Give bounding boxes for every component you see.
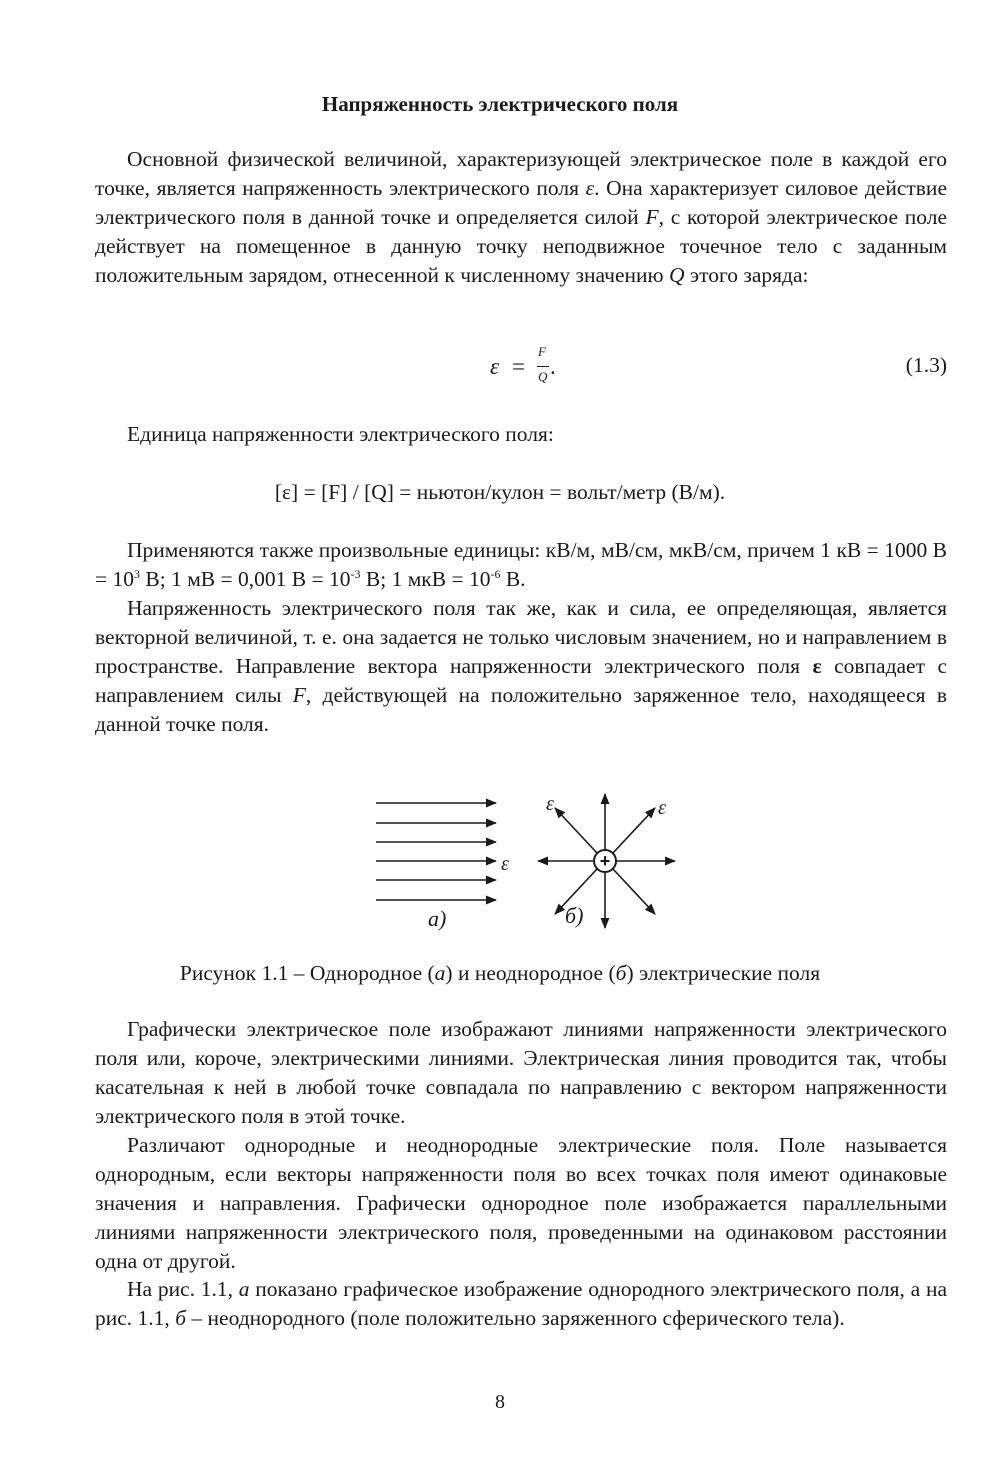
text-run: , с которой электрическое поле действует на помещенное в данную точку неподвижное точечное тело с заданным положительным зарядом, отнесенной к численному значению — [95, 204, 947, 287]
formula-period: . — [550, 354, 556, 379]
paragraph-definition — [95, 145, 947, 290]
charge-sign: + — [599, 851, 611, 871]
text-run: совпадает с направлением силы — [95, 653, 947, 707]
label-epsilon-uniform: ε — [501, 853, 509, 875]
formula-denominator: Q — [538, 369, 548, 384]
paragraph-uniform — [95, 1131, 947, 1276]
text-run: В; 1 мкВ = 10 — [360, 566, 491, 591]
text-run: ) электрические поля — [626, 961, 821, 985]
text-run: Напряженность электрического поля так же, как и сила, ее определяющая, является векторной величиной, т. е. она задается не только числовым значением, но и направлением в пространстве. Направление вектора напряженности электрического поля — [95, 596, 947, 678]
exponent: 3 — [134, 566, 141, 581]
text-run: . Она характеризует силовое действие электрического поля в данной точке и определяется силой — [95, 175, 947, 229]
text-run: показано графическое изображение однородного электрического поля, а на рис. 1.1, — [95, 1277, 947, 1330]
text-run: Применяются также произвольные единицы: кВ/м, мВ/см, мкВ/см, причем 1 кВ = 1000 В = 10 — [95, 538, 947, 591]
text-run: Рисунок 1.1 – Однородное ( — [179, 961, 435, 985]
text-run: этого заряда: — [684, 262, 809, 287]
text-run: Основной физической величиной, характеризующей электрическое поле в каждой его точке, является напряженность электрического поля — [95, 147, 947, 200]
paragraph-figure-ref — [95, 1275, 947, 1333]
field-line — [555, 808, 597, 853]
text-run: ) и неоднородное ( — [445, 961, 616, 985]
symbol-force: F — [292, 682, 306, 707]
symbol-charge: Q — [668, 262, 685, 287]
symbol-epsilon-bold: ε — [812, 653, 822, 678]
text-run: На рис. 1.1, — [127, 1277, 239, 1301]
label-b: б) — [565, 903, 584, 928]
formula-equals: = — [512, 354, 525, 379]
label-epsilon-radial-left: ε — [546, 793, 554, 815]
text-run: Различают однородные и неоднородные электрические поля. Поле называется однородным, если векторы напряженности поля во всех точках поля имеют одинаковые значения и направления. Графически однородное поле изображается параллельными линиями напряженности электрического поля, проведенными на одинаковом расстоянии одна от другой. — [95, 1133, 947, 1273]
page-number: 8 — [495, 1391, 505, 1413]
page-title: Напряженность электрического поля — [321, 92, 679, 116]
label-epsilon-radial-right: ε — [658, 797, 666, 819]
figure-electric-fields — [370, 786, 690, 946]
field-line — [613, 869, 655, 914]
formula-numerator: F — [538, 344, 546, 359]
exponent: -3 — [350, 566, 361, 581]
text-run: , действующей на положительно заряженное тело, находящееся в данной точке поля. — [95, 682, 947, 736]
ref-letter-a: а — [238, 1277, 250, 1301]
caption-letter-a: а — [434, 961, 446, 985]
text-run: В; 1 мВ = 0,001 В = 10 — [140, 566, 351, 591]
label-a: а) — [428, 906, 447, 931]
text-run: В. — [500, 566, 526, 591]
paragraph-vector — [95, 594, 947, 739]
symbol-force: F — [645, 204, 659, 229]
field-line — [613, 808, 655, 853]
exponent: -6 — [490, 566, 501, 581]
fraction-bar — [537, 366, 549, 367]
figure-caption — [0, 959, 1000, 987]
uniform-field-lines — [376, 803, 496, 900]
caption-letter-b: б — [615, 961, 627, 985]
text-run: Единица напряженности электрического поля: — [127, 422, 554, 446]
paragraph-unit-intro — [95, 420, 947, 449]
paragraph-units — [95, 536, 947, 594]
formula-lhs: ε — [490, 354, 500, 379]
ref-letter-b: б — [175, 1305, 187, 1330]
text-run: Графически электрическое поле изображают линиями напряженности электрического поля или, короче, электрическими линиями. Электрическая линия проводится так, чтобы касательная к ней в любой точке совпадала по направлению с вектором напряженности электрического поля в этой точке. — [95, 1017, 947, 1128]
unit-formula: [ε] = [F] / [Q] = ньютон/кулон = вольт/метр (В/м). — [274, 480, 726, 504]
equation-number: (1.3) — [905, 353, 947, 377]
symbol-epsilon: ε — [585, 175, 595, 200]
text-run: – неоднородного (поле положительно заряженного сферического тела). — [186, 1305, 845, 1330]
paragraph-field-lines — [95, 1015, 947, 1131]
formula-1-3 — [485, 342, 585, 392]
